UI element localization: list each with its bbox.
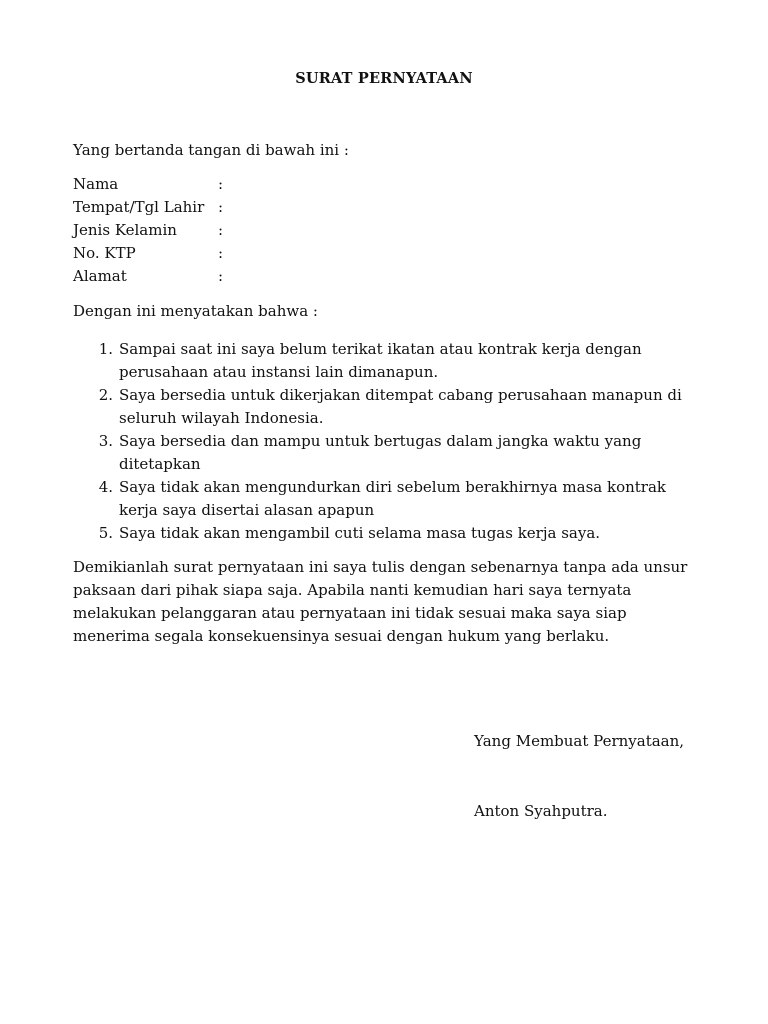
statement-list [73,338,713,545]
field-separator: : [218,175,224,193]
field-separator: : [218,244,224,262]
list-item [73,522,713,545]
list-item-number: 1. [98,340,113,358]
list-item-number: 4. [98,478,113,496]
list-item-number: 5. [98,524,113,542]
field-label: Alamat [73,267,127,285]
list-item-text: Saya bersedia dan mampu untuk bertugas dalam jangka waktu yang ditetapkan [119,432,642,473]
list-item-text: Saya bersedia untuk dikerjakan ditempat cabang perusahaan manapun di seluruh wilayah Indonesia. [119,386,682,427]
field-separator: : [218,198,224,216]
field-separator: : [218,221,224,239]
signature-label: Yang Membuat Pernyataan, [474,732,685,750]
document-title: SURAT PERNYATAAN [295,70,473,87]
declaration-intro: Dengan ini menyatakan bahwa : [73,302,318,320]
field-separator: : [218,267,224,285]
intro-text: Yang bertanda tangan di bawah ini : [73,141,349,159]
field-label: Nama [73,175,119,193]
list-item-text: Saya tidak akan mengambil cuti selama masa tugas kerja saya. [119,524,601,542]
signature-name: Anton Syahputra. [474,802,608,820]
list-item-number: 3. [98,432,113,450]
list-item [73,384,713,430]
list-item [73,338,713,384]
field-row-jenis-kelamin [73,221,373,244]
field-row-no-ktp [73,244,373,267]
field-label: Jenis Kelamin [73,221,177,239]
field-row-alamat [73,267,373,290]
list-item [73,476,713,522]
closing-paragraph: Demikianlah surat pernyataan ini saya tulis dengan sebenarnya tanpa ada unsur paksaan dari pihak siapa saja. Apabila nanti kemudian hari saya ternyata melakukan pelanggaran atau pernyataan ini tidak sesuai maka saya siap menerima segala konsekuensinya sesuai dengan hukum yang berlaku. [73,558,688,645]
field-row-nama [73,175,373,198]
list-item-text: Sampai saat ini saya belum terikat ikatan atau kontrak kerja dengan perusahaan atau instansi lain dimanapun. [119,340,642,381]
field-label: Tempat/Tgl Lahir [73,198,205,216]
list-item-text: Saya tidak akan mengundurkan diri sebelum berakhirnya masa kontrak kerja saya disertai alasan apapun [119,478,666,519]
identity-fields [73,175,373,290]
field-label: No. KTP [73,244,136,262]
list-item [73,430,713,476]
list-item-number: 2. [98,386,113,404]
field-row-tempat-tgl-lahir [73,198,373,221]
